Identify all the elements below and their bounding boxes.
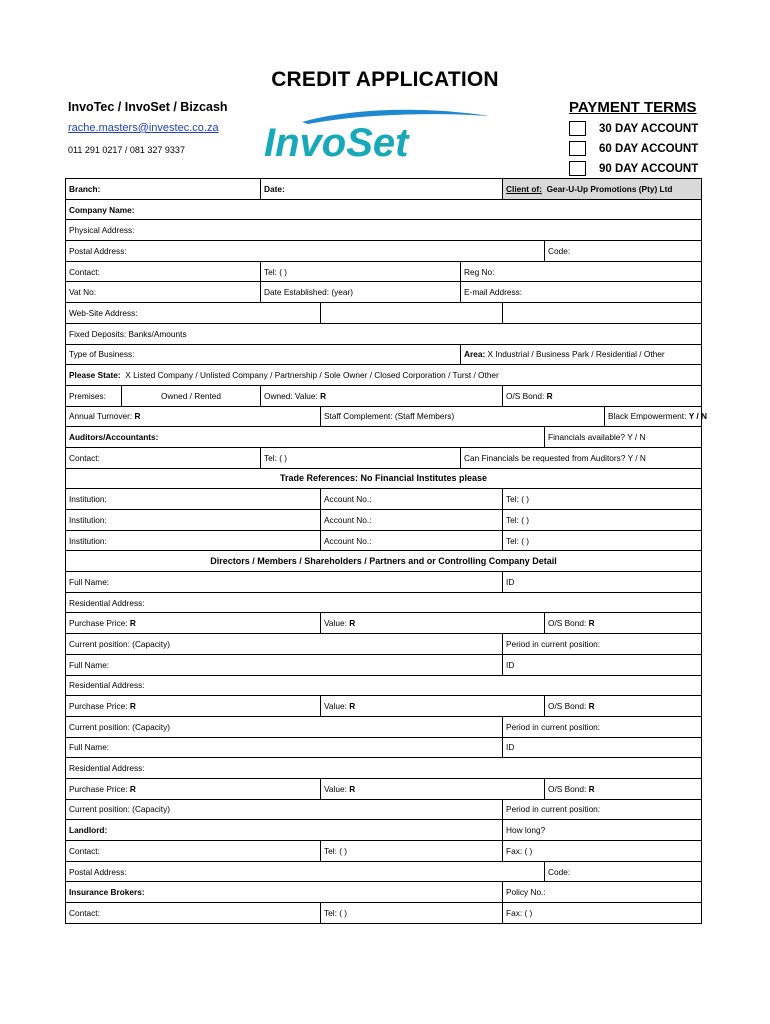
r-symbol: R — [349, 701, 356, 712]
r-symbol: R — [129, 783, 136, 794]
director-residential-address-field[interactable]: Residential Address: — [66, 675, 702, 696]
purchase-price-label: Purchase Price: — [69, 618, 128, 629]
please-state-value: X Listed Company / Unlisted Company / Partnership / Sole Owner / Closed Corporation / Turst / Other — [125, 370, 499, 381]
credit-application-form — [65, 178, 708, 924]
owned-value-field[interactable] — [261, 385, 503, 406]
please-state-field[interactable] — [66, 365, 702, 386]
premises-label: Premises: — [66, 385, 122, 406]
annual-turnover-label: Annual Turnover: — [69, 411, 133, 422]
website-blank[interactable] — [321, 303, 503, 324]
auditors-field[interactable]: Auditors/Accountants: — [66, 427, 545, 448]
tel-field[interactable]: Tel: ( ) — [261, 261, 461, 282]
r-symbol: R — [320, 390, 327, 401]
institution-field[interactable]: Institution: — [66, 510, 321, 531]
postal-address-field[interactable]: Postal Address: — [66, 241, 545, 262]
director-value-field[interactable] — [321, 613, 545, 634]
landlord-tel-field[interactable]: Tel: ( ) — [321, 841, 503, 862]
landlord-postal-address-field[interactable]: Postal Address: — [66, 861, 545, 882]
trade-tel-field[interactable]: Tel: ( ) — [503, 530, 702, 551]
payment-option-90[interactable] — [569, 160, 698, 177]
director-id-field[interactable]: ID — [503, 654, 702, 675]
black-empowerment-label: Black Empowerment: — [608, 411, 687, 422]
landlord-code-field[interactable]: Code: — [545, 861, 702, 882]
reg-no-field[interactable]: Reg No: — [461, 261, 702, 282]
date-established-field[interactable]: Date Established: (year) — [261, 282, 461, 303]
account-no-field[interactable]: Account No.: — [321, 510, 503, 531]
r-symbol: R — [129, 701, 136, 712]
payment-option-label: 30 DAY ACCOUNT — [599, 122, 699, 135]
payment-terms-title: PAYMENT TERMS — [569, 99, 697, 116]
black-empowerment-value: Y / N — [688, 411, 708, 422]
director-full-name-field[interactable]: Full Name: — [66, 654, 503, 675]
director-current-position-field[interactable]: Current position: (Capacity) — [66, 716, 503, 737]
insurance-brokers-field[interactable]: Insurance Brokers: — [66, 882, 503, 903]
director-os-bond-field[interactable] — [545, 696, 702, 717]
institution-field[interactable]: Institution: — [66, 530, 321, 551]
director-os-bond-field[interactable] — [545, 778, 702, 799]
account-no-field[interactable]: Account No.: — [321, 489, 503, 510]
area-field[interactable] — [461, 344, 702, 365]
os-bond-label: O/S Bond: — [548, 618, 587, 629]
account-no-field[interactable]: Account No.: — [321, 530, 503, 551]
can-financials-field[interactable]: Can Financials be requested from Auditors? Y / N — [461, 447, 702, 468]
website-blank-2[interactable] — [503, 303, 702, 324]
please-state-label: Please State: — [69, 370, 121, 381]
annual-turnover-field[interactable] — [66, 406, 321, 427]
checkbox-60-day[interactable] — [569, 141, 586, 156]
director-id-field[interactable]: ID — [503, 572, 702, 593]
director-residential-address-field[interactable]: Residential Address: — [66, 592, 702, 613]
physical-address-field[interactable]: Physical Address: — [66, 220, 702, 241]
landlord-field[interactable]: Landlord: — [66, 820, 503, 841]
payment-option-60[interactable] — [569, 140, 698, 157]
fixed-deposits-field[interactable]: Fixed Deposits: Banks/Amounts — [66, 323, 702, 344]
director-purchase-price-field[interactable] — [66, 613, 321, 634]
r-symbol: R — [134, 411, 141, 422]
director-period-field[interactable]: Period in current position: — [503, 716, 702, 737]
broker-tel-field[interactable]: Tel: ( ) — [321, 903, 503, 924]
landlord-contact-field[interactable]: Contact: — [66, 841, 321, 862]
director-period-field[interactable]: Period in current position: — [503, 799, 702, 820]
staff-complement-field[interactable]: Staff Complement: (Staff Members) — [321, 406, 605, 427]
r-symbol: R — [588, 618, 595, 629]
director-period-field[interactable]: Period in current position: — [503, 634, 702, 655]
email-link[interactable]: rache.masters@investec.co.za — [68, 122, 219, 134]
payment-option-30[interactable] — [569, 120, 698, 137]
company-name-field[interactable]: Company Name: — [66, 199, 702, 220]
website-field[interactable]: Web-Site Address: — [66, 303, 321, 324]
invoset-logo — [262, 108, 494, 164]
auditor-tel-field[interactable]: Tel: ( ) — [261, 447, 461, 468]
black-empowerment-field[interactable] — [605, 406, 708, 427]
os-bond-label: O/S Bond: — [506, 390, 545, 401]
director-residential-address-field[interactable]: Residential Address: — [66, 758, 702, 779]
owned-value-label: Owned: Value: — [264, 390, 318, 401]
area-value: X Industrial / Business Park / Residential / Other — [487, 349, 665, 360]
director-current-position-field[interactable]: Current position: (Capacity) — [66, 634, 503, 655]
logo-text: InvoSet — [264, 121, 409, 165]
os-bond-label: O/S Bond: — [548, 701, 587, 712]
client-of-field — [503, 179, 702, 200]
how-long-field[interactable]: How long? — [503, 820, 702, 841]
financials-available-field[interactable]: Financials available? Y / N — [545, 427, 702, 448]
os-bond-field[interactable] — [503, 385, 702, 406]
broker-contact-field[interactable]: Contact: — [66, 903, 321, 924]
director-purchase-price-field[interactable] — [66, 778, 321, 799]
policy-no-field[interactable]: Policy No.: — [503, 882, 702, 903]
director-full-name-field[interactable]: Full Name: — [66, 737, 503, 758]
payment-option-label: 60 DAY ACCOUNT — [599, 142, 699, 155]
director-os-bond-field[interactable] — [545, 613, 702, 634]
r-symbol: R — [546, 390, 553, 401]
vat-no-field[interactable]: Vat No: — [66, 282, 261, 303]
r-symbol: R — [349, 618, 356, 629]
director-value-field[interactable] — [321, 778, 545, 799]
director-current-position-field[interactable]: Current position: (Capacity) — [66, 799, 503, 820]
checkbox-30-day[interactable] — [569, 121, 586, 136]
institution-field[interactable]: Institution: — [66, 489, 321, 510]
client-of-label: Client of: — [506, 183, 542, 194]
value-label: Value: — [324, 783, 347, 794]
broker-fax-field[interactable]: Fax: ( ) — [503, 903, 702, 924]
company-name: InvoTec / InvoSet / Bizcash — [68, 100, 228, 114]
type-of-business-field[interactable]: Type of Business: — [66, 344, 461, 365]
payment-option-label: 90 DAY ACCOUNT — [599, 162, 699, 175]
phone-number: 011 291 0217 / 081 327 9337 — [68, 145, 185, 155]
director-value-field[interactable] — [321, 696, 545, 717]
os-bond-label: O/S Bond: — [548, 783, 587, 794]
area-label: Area: — [464, 349, 486, 360]
r-symbol: R — [588, 783, 595, 794]
r-symbol: R — [129, 618, 136, 629]
checkbox-90-day[interactable] — [569, 161, 586, 176]
branch-field[interactable]: Branch: — [66, 179, 261, 200]
email-address-field[interactable]: E-mail Address: — [461, 282, 702, 303]
directors-header: Directors / Members / Shareholders / Partners and or Controlling Company Detail — [66, 551, 702, 572]
trade-references-header: Trade References: No Financial Institutes please — [66, 468, 702, 489]
director-purchase-price-field[interactable] — [66, 696, 321, 717]
page-title: CREDIT APPLICATION — [271, 68, 499, 91]
r-symbol: R — [588, 701, 595, 712]
purchase-price-label: Purchase Price: — [69, 701, 128, 712]
owned-rented-field[interactable]: Owned / Rented — [122, 385, 261, 406]
auditor-contact-field[interactable]: Contact: — [66, 447, 261, 468]
date-field[interactable]: Date: — [261, 179, 503, 200]
trade-tel-field[interactable]: Tel: ( ) — [503, 510, 702, 531]
value-label: Value: — [324, 618, 347, 629]
contact-field[interactable]: Contact: — [66, 261, 261, 282]
r-symbol: R — [349, 783, 356, 794]
director-full-name-field[interactable]: Full Name: — [66, 572, 503, 593]
director-id-field[interactable]: ID — [503, 737, 702, 758]
client-of-value: Gear-U-Up Promotions (Pty) Ltd — [546, 183, 673, 194]
landlord-fax-field[interactable]: Fax: ( ) — [503, 841, 702, 862]
trade-tel-field[interactable]: Tel: ( ) — [503, 489, 702, 510]
purchase-price-label: Purchase Price: — [69, 783, 128, 794]
code-field[interactable]: Code: — [545, 241, 702, 262]
value-label: Value: — [324, 701, 347, 712]
